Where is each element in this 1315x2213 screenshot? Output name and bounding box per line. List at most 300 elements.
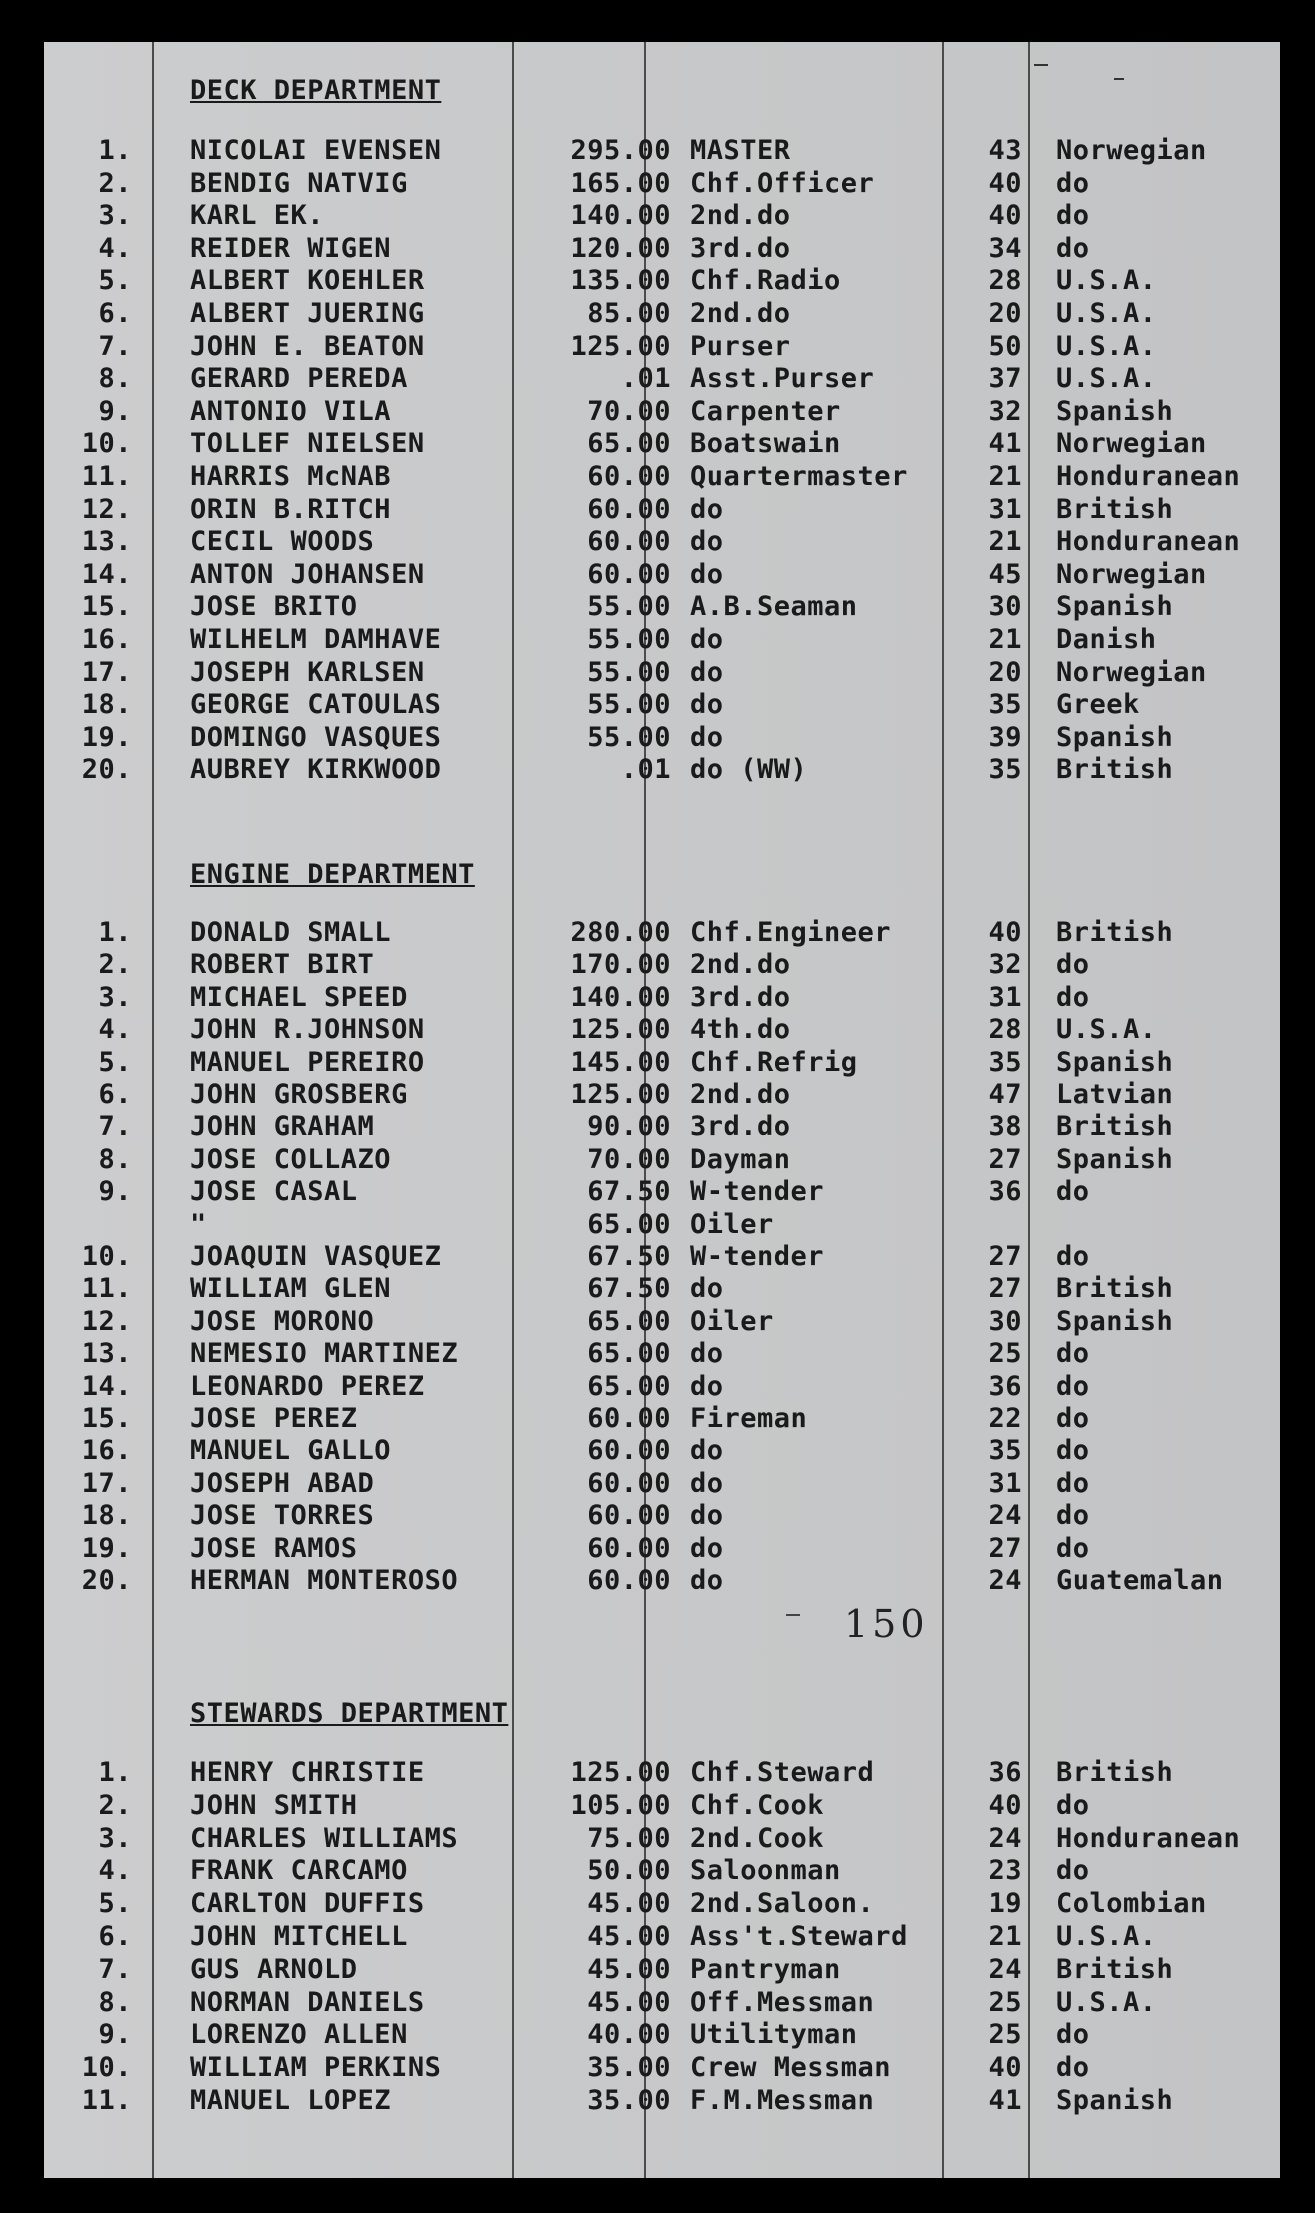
crew-rank: Chf.Cook xyxy=(690,1789,825,1821)
crew-wage: 65.00 xyxy=(587,428,671,460)
crew-name: MANUEL GALLO xyxy=(190,1435,392,1467)
crew-rank: do xyxy=(690,689,724,721)
crew-wage: 35.00 xyxy=(587,2052,671,2084)
crew-age: 36 xyxy=(988,1757,1022,1788)
crew-wage: 65.00 xyxy=(587,1370,671,1402)
crew-rank: do xyxy=(690,1370,724,1402)
crew-number: 20. xyxy=(81,754,132,786)
crew-rank: Utilityman xyxy=(690,2019,858,2051)
crew-number: 14. xyxy=(81,558,132,590)
crew-row xyxy=(44,688,1280,721)
crew-wage: 125.00 xyxy=(570,1014,671,1046)
crew-age: 23 xyxy=(988,1855,1022,1887)
crew-rank: MASTER xyxy=(690,135,791,166)
crew-wage: 70.00 xyxy=(587,1143,671,1175)
crew-row xyxy=(44,134,1280,167)
crew-rank: Oiler xyxy=(690,1208,774,1240)
crew-name: MICHAEL SPEED xyxy=(190,981,408,1013)
crew-age: 31 xyxy=(988,1467,1022,1499)
crew-number: 2. xyxy=(98,1789,132,1821)
crew-nationality: do xyxy=(1056,1403,1090,1434)
crew-row xyxy=(44,916,1280,949)
crew-wage: 60.00 xyxy=(587,1565,671,1596)
crew-number: 11. xyxy=(81,461,132,492)
crew-wage: 60.00 xyxy=(587,1435,671,1467)
crew-row xyxy=(44,427,1280,460)
crew-row xyxy=(44,2051,1280,2084)
crew-nationality: U.S.A. xyxy=(1056,298,1157,329)
crew-nationality: British xyxy=(1056,917,1174,948)
crew-age: 28 xyxy=(988,1014,1022,1046)
crew-age: 27 xyxy=(988,1241,1022,1272)
crew-age: 40 xyxy=(988,917,1022,948)
stewards-department-heading: STEWARDS DEPARTMENT xyxy=(190,1698,509,1729)
crew-name: HENRY CHRISTIE xyxy=(190,1757,425,1788)
crew-nationality: British xyxy=(1056,1953,1174,1985)
crew-number: 13. xyxy=(81,526,132,558)
crew-wage: 55.00 xyxy=(587,656,671,688)
crew-wage: 105.00 xyxy=(570,1789,671,1821)
crew-row xyxy=(44,2018,1280,2051)
crew-number: 5. xyxy=(98,1888,132,1920)
crew-rank: do xyxy=(690,526,724,558)
crew-rank: 2nd.Cook xyxy=(690,1822,825,1854)
crew-rank: Fireman xyxy=(690,1403,808,1434)
crew-nationality: Danish xyxy=(1056,624,1157,655)
crew-name: FRANK CARCAMO xyxy=(190,1855,408,1887)
crew-wage: 120.00 xyxy=(570,232,671,264)
crew-age: 36 xyxy=(988,1370,1022,1402)
crew-wage: 55.00 xyxy=(587,591,671,623)
crew-nationality: do xyxy=(1056,1241,1090,1272)
crew-nationality: do xyxy=(1056,1338,1090,1370)
crew-name: JOSEPH ABAD xyxy=(190,1467,375,1499)
crew-nationality: Spanish xyxy=(1056,1143,1174,1175)
crew-name: WILLIAM GLEN xyxy=(190,1273,392,1305)
crew-age: 22 xyxy=(988,1403,1022,1434)
crew-row xyxy=(44,1305,1280,1338)
crew-wage: 55.00 xyxy=(587,624,671,655)
crew-number: 6. xyxy=(98,298,132,329)
crew-age: 37 xyxy=(988,363,1022,395)
crew-number: 1. xyxy=(98,1757,132,1788)
crew-number: 9. xyxy=(98,1176,132,1208)
crew-number: 5. xyxy=(98,265,132,297)
crew-row xyxy=(44,1564,1280,1597)
crew-row xyxy=(44,1272,1280,1305)
crew-nationality: Honduranean xyxy=(1056,461,1241,492)
crew-number: 4. xyxy=(98,1014,132,1046)
crew-name: JOSE MORONO xyxy=(190,1305,375,1337)
crew-nationality: Greek xyxy=(1056,689,1140,721)
crew-name: KARL EK. xyxy=(190,200,325,232)
crew-age: 35 xyxy=(988,754,1022,786)
crew-name: NEMESIO MARTINEZ xyxy=(190,1338,459,1370)
crew-age: 20 xyxy=(988,656,1022,688)
crew-wage: 165.00 xyxy=(570,167,671,199)
crew-number: 18. xyxy=(81,689,132,721)
crew-rank: W-tender xyxy=(690,1241,825,1272)
crew-nationality: Norwegian xyxy=(1056,428,1207,460)
crew-row xyxy=(44,1240,1280,1273)
crew-nationality: Spanish xyxy=(1056,1046,1174,1078)
crew-wage: 60.00 xyxy=(587,1403,671,1434)
crew-age: 24 xyxy=(988,1822,1022,1854)
crew-wage: 140.00 xyxy=(570,200,671,232)
crew-name: JOAQUIN VASQUEZ xyxy=(190,1241,442,1272)
crew-number: 7. xyxy=(98,1953,132,1985)
crew-wage: 45.00 xyxy=(587,1888,671,1920)
crew-name: REIDER WIGEN xyxy=(190,232,392,264)
crew-row xyxy=(44,1143,1280,1176)
crew-rank: W-tender xyxy=(690,1176,825,1208)
crew-rank: F.M.Messman xyxy=(690,2085,875,2116)
crew-age: 24 xyxy=(988,1953,1022,1985)
crew-rank: Ass't.Steward xyxy=(690,1921,908,1952)
crew-number: 13. xyxy=(81,1338,132,1370)
crew-nationality: Spanish xyxy=(1056,395,1174,427)
crew-rank: 3rd.do xyxy=(690,1111,791,1143)
crew-nationality: Honduranean xyxy=(1056,1822,1241,1854)
crew-nationality: U.S.A. xyxy=(1056,1986,1157,2018)
pen-mark xyxy=(1034,64,1048,66)
crew-name: JOHN GROSBERG xyxy=(190,1079,408,1110)
crew-wage: 75.00 xyxy=(587,1822,671,1854)
crew-wage: 67.50 xyxy=(587,1273,671,1305)
crew-rank: 4th.do xyxy=(690,1014,791,1046)
crew-name: WILLIAM PERKINS xyxy=(190,2052,442,2084)
crew-row xyxy=(44,1854,1280,1887)
crew-wage: 125.00 xyxy=(570,1079,671,1110)
crew-number: 17. xyxy=(81,656,132,688)
crew-row xyxy=(44,1434,1280,1467)
crew-name: ANTON JOHANSEN xyxy=(190,558,425,590)
crew-number: 16. xyxy=(81,624,132,655)
crew-rank: Chf.Officer xyxy=(690,167,875,199)
crew-row xyxy=(44,1953,1280,1986)
crew-number: 2. xyxy=(98,949,132,981)
crew-age: 27 xyxy=(988,1273,1022,1305)
crew-age: 40 xyxy=(988,167,1022,199)
crew-nationality: Honduranean xyxy=(1056,526,1241,558)
crew-wage: 55.00 xyxy=(587,689,671,721)
crew-wage: 60.00 xyxy=(587,461,671,492)
crew-rank: do xyxy=(690,1565,724,1596)
crew-rank: do xyxy=(690,558,724,590)
crew-number: 9. xyxy=(98,395,132,427)
crew-age: 32 xyxy=(988,949,1022,981)
crew-rank: 3rd.do xyxy=(690,232,791,264)
crew-number: 1. xyxy=(98,135,132,166)
crew-name: HARRIS McNAB xyxy=(190,461,392,492)
crew-wage: 45.00 xyxy=(587,1986,671,2018)
crew-age: 41 xyxy=(988,428,1022,460)
crew-nationality: do xyxy=(1056,1467,1090,1499)
crew-name: JOHN GRAHAM xyxy=(190,1111,375,1143)
crew-row xyxy=(44,981,1280,1014)
crew-rank: Purser xyxy=(690,330,791,362)
crew-rank: 2nd.do xyxy=(690,1079,791,1110)
crew-wage: .01 xyxy=(620,754,671,786)
page-number: 150 xyxy=(844,1602,929,1646)
crew-row xyxy=(44,330,1280,363)
crew-wage: 60.00 xyxy=(587,1532,671,1564)
crew-nationality: Spanish xyxy=(1056,1305,1174,1337)
crew-rank: Saloonman xyxy=(690,1855,841,1887)
crew-name: JOSEPH KARLSEN xyxy=(190,656,425,688)
crew-wage: 125.00 xyxy=(570,330,671,362)
crew-name: MANUEL PEREIRO xyxy=(190,1046,425,1078)
crew-nationality: Spanish xyxy=(1056,591,1174,623)
crew-name: CECIL WOODS xyxy=(190,526,375,558)
crew-age: 27 xyxy=(988,1143,1022,1175)
crew-number: 1. xyxy=(98,917,132,948)
crew-name: DONALD SMALL xyxy=(190,917,392,948)
crew-nationality: do xyxy=(1056,1176,1090,1208)
crew-nationality: do xyxy=(1056,232,1090,264)
crew-name: NORMAN DANIELS xyxy=(190,1986,425,2018)
crew-rank: do xyxy=(690,624,724,655)
crew-age: 21 xyxy=(988,624,1022,655)
crew-row xyxy=(44,1986,1280,2019)
crew-row xyxy=(44,1887,1280,1920)
crew-age: 36 xyxy=(988,1176,1022,1208)
crew-wage: 67.50 xyxy=(587,1176,671,1208)
crew-name: CHARLES WILLIAMS xyxy=(190,1822,459,1854)
crew-number: 15. xyxy=(81,1403,132,1434)
crew-row xyxy=(44,1110,1280,1143)
crew-nationality: do xyxy=(1056,1789,1090,1821)
crew-row xyxy=(44,2084,1280,2117)
crew-row xyxy=(44,1337,1280,1370)
crew-rank: do xyxy=(690,1273,724,1305)
crew-rank: Boatswain xyxy=(690,428,841,460)
crew-row xyxy=(44,264,1280,297)
crew-row xyxy=(44,948,1280,981)
crew-age: 19 xyxy=(988,1888,1022,1920)
crew-wage: .01 xyxy=(620,363,671,395)
crew-number: 14. xyxy=(81,1370,132,1402)
crew-row xyxy=(44,623,1280,656)
crew-nationality: do xyxy=(1056,1435,1090,1467)
crew-age: 50 xyxy=(988,330,1022,362)
crew-name: JOHN R.JOHNSON xyxy=(190,1014,425,1046)
crew-number: 19. xyxy=(81,721,132,753)
crew-rank: do xyxy=(690,1532,724,1564)
crew-number: 3. xyxy=(98,200,132,232)
crew-nationality: U.S.A. xyxy=(1056,330,1157,362)
crew-nationality: do xyxy=(1056,200,1090,232)
crew-row xyxy=(44,199,1280,232)
crew-wage: 67.50 xyxy=(587,1241,671,1272)
crew-name: LORENZO ALLEN xyxy=(190,2019,408,2051)
crew-wage: 145.00 xyxy=(570,1046,671,1078)
crew-name: JOSE BRITO xyxy=(190,591,358,623)
crew-nationality: U.S.A. xyxy=(1056,363,1157,395)
crew-nationality: British xyxy=(1056,1111,1174,1143)
crew-name: NICOLAI EVENSEN xyxy=(190,135,442,166)
crew-row xyxy=(44,1756,1280,1789)
crew-row xyxy=(44,721,1280,754)
crew-wage: 55.00 xyxy=(587,721,671,753)
crew-row xyxy=(44,1499,1280,1532)
crew-wage: 65.00 xyxy=(587,1305,671,1337)
crew-wage: 125.00 xyxy=(570,1757,671,1788)
crew-wage: 135.00 xyxy=(570,265,671,297)
crew-rank: Pantryman xyxy=(690,1953,841,1985)
crew-wage: 40.00 xyxy=(587,2019,671,2051)
crew-number: 19. xyxy=(81,1532,132,1564)
crew-rank: do (WW) xyxy=(690,754,808,786)
crew-name: JOSE TORRES xyxy=(190,1500,375,1532)
crew-number: 6. xyxy=(98,1079,132,1110)
crew-nationality: do xyxy=(1056,1370,1090,1402)
crew-name: JOHN E. BEATON xyxy=(190,330,425,362)
crew-row xyxy=(44,1046,1280,1079)
crew-name: JOSE RAMOS xyxy=(190,1532,358,1564)
crew-number: 4. xyxy=(98,1855,132,1887)
crew-number: 16. xyxy=(81,1435,132,1467)
crew-wage: 60.00 xyxy=(587,526,671,558)
crew-number: 15. xyxy=(81,591,132,623)
crew-row xyxy=(44,1920,1280,1953)
crew-age: 41 xyxy=(988,2085,1022,2116)
crew-number: 11. xyxy=(81,2085,132,2116)
crew-rank: 2nd.Saloon. xyxy=(690,1888,875,1920)
crew-nationality: Norwegian xyxy=(1056,656,1207,688)
crew-age: 39 xyxy=(988,721,1022,753)
crew-name: LEONARDO PEREZ xyxy=(190,1370,425,1402)
crew-number: 10. xyxy=(81,2052,132,2084)
crew-name: GEORGE CATOULAS xyxy=(190,689,442,721)
crew-rank: Carpenter xyxy=(690,395,841,427)
crew-name: JOSE PEREZ xyxy=(190,1403,358,1434)
crew-nationality: Spanish xyxy=(1056,721,1174,753)
crew-rank: do xyxy=(690,1435,724,1467)
crew-row xyxy=(44,167,1280,200)
crew-nationality: do xyxy=(1056,1500,1090,1532)
crew-row xyxy=(44,297,1280,330)
crew-name: CARLTON DUFFIS xyxy=(190,1888,425,1920)
crew-rank: do xyxy=(690,1338,724,1370)
crew-nationality: Guatemalan xyxy=(1056,1565,1224,1596)
crew-rank: do xyxy=(690,721,724,753)
crew-wage: 60.00 xyxy=(587,1467,671,1499)
crew-wage: 60.00 xyxy=(587,558,671,590)
crew-row xyxy=(44,493,1280,526)
crew-row xyxy=(44,1532,1280,1565)
crew-wage: 60.00 xyxy=(587,493,671,525)
crew-number: 17. xyxy=(81,1467,132,1499)
crew-row xyxy=(44,525,1280,558)
crew-number: 8. xyxy=(98,1986,132,2018)
crew-number: 10. xyxy=(81,428,132,460)
crew-age: 21 xyxy=(988,1921,1022,1952)
crew-number: 8. xyxy=(98,1143,132,1175)
crew-age: 38 xyxy=(988,1111,1022,1143)
crew-age: 21 xyxy=(988,526,1022,558)
crew-name: ANTONIO VILA xyxy=(190,395,392,427)
crew-wage: 85.00 xyxy=(587,298,671,329)
crew-age: 35 xyxy=(988,689,1022,721)
crew-row xyxy=(44,1822,1280,1855)
crew-name: HERMAN MONTEROSO xyxy=(190,1565,459,1596)
crew-nationality: U.S.A. xyxy=(1056,1014,1157,1046)
crew-age: 28 xyxy=(988,265,1022,297)
crew-age: 40 xyxy=(988,1789,1022,1821)
crew-number: 2. xyxy=(98,167,132,199)
crew-nationality: do xyxy=(1056,1532,1090,1564)
crew-rank: do xyxy=(690,493,724,525)
crew-name: JOHN MITCHELL xyxy=(190,1921,408,1952)
crew-age: 34 xyxy=(988,232,1022,264)
crew-wage: 170.00 xyxy=(570,949,671,981)
crew-row xyxy=(44,460,1280,493)
crew-rank: Oiler xyxy=(690,1305,774,1337)
crew-rank: Off.Messman xyxy=(690,1986,875,2018)
crew-number: 3. xyxy=(98,981,132,1013)
crew-row xyxy=(44,1402,1280,1435)
crew-number: 12. xyxy=(81,1305,132,1337)
crew-wage: 70.00 xyxy=(587,395,671,427)
crew-name: WILHELM DAMHAVE xyxy=(190,624,442,655)
crew-nationality: do xyxy=(1056,167,1090,199)
crew-rank: 2nd.do xyxy=(690,949,791,981)
page-number-dash xyxy=(786,1614,800,1616)
crew-row xyxy=(44,1789,1280,1822)
crew-name: " xyxy=(190,1208,207,1240)
crew-row xyxy=(44,362,1280,395)
crew-rank: Crew Messman xyxy=(690,2052,892,2084)
crew-nationality: British xyxy=(1056,493,1174,525)
crew-rank: A.B.Seaman xyxy=(690,591,858,623)
crew-age: 30 xyxy=(988,591,1022,623)
crew-wage: 90.00 xyxy=(587,1111,671,1143)
crew-age: 24 xyxy=(988,1565,1022,1596)
crew-number: 7. xyxy=(98,330,132,362)
crew-rank: Quartermaster xyxy=(690,461,908,492)
crew-number: 5. xyxy=(98,1046,132,1078)
crew-number: 7. xyxy=(98,1111,132,1143)
crew-nationality: British xyxy=(1056,1273,1174,1305)
crew-name: MANUEL LOPEZ xyxy=(190,2085,392,2116)
crew-age: 24 xyxy=(988,1500,1022,1532)
crew-rank: Chf.Engineer xyxy=(690,917,892,948)
crew-number: 11. xyxy=(81,1273,132,1305)
pen-mark xyxy=(1114,78,1124,80)
crew-name: ROBERT BIRT xyxy=(190,949,375,981)
crew-name: ORIN B.RITCH xyxy=(190,493,392,525)
crew-nationality: Norwegian xyxy=(1056,558,1207,590)
crew-rank: 2nd.do xyxy=(690,298,791,329)
crew-age: 25 xyxy=(988,1986,1022,2018)
crew-number: 4. xyxy=(98,232,132,264)
crew-number: 18. xyxy=(81,1500,132,1532)
crew-nationality: U.S.A. xyxy=(1056,1921,1157,1952)
deck-department-heading: DECK DEPARTMENT xyxy=(190,75,442,106)
crew-nationality: do xyxy=(1056,2019,1090,2051)
crew-age: 31 xyxy=(988,493,1022,525)
crew-nationality: do xyxy=(1056,1855,1090,1887)
crew-age: 40 xyxy=(988,2052,1022,2084)
crew-name: GERARD PEREDA xyxy=(190,363,408,395)
crew-age: 31 xyxy=(988,981,1022,1013)
crew-number: 8. xyxy=(98,363,132,395)
crew-age: 25 xyxy=(988,1338,1022,1370)
crew-age: 27 xyxy=(988,1532,1022,1564)
crew-rank: 2nd.do xyxy=(690,200,791,232)
crew-row xyxy=(44,232,1280,265)
